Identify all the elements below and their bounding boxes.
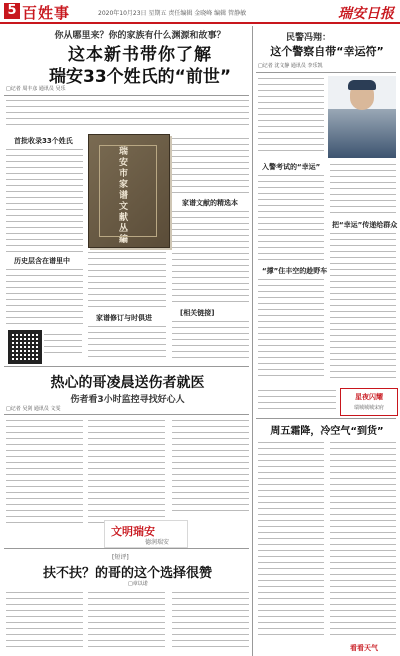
commentary-headline: 扶不扶？的哥的这个选择很赞	[42, 566, 212, 581]
police-col1-text-a	[258, 173, 324, 263]
police-byline: □记者 沈文静 通讯员 李乐凯	[258, 63, 323, 69]
qr-code-image	[8, 330, 42, 364]
main-col2-text-b	[88, 324, 166, 362]
commentary-col3-text	[172, 590, 249, 652]
weather-col2-text	[330, 440, 396, 640]
main-col1-text-a	[6, 147, 83, 253]
weather-headline: 周五霜降，冷空气“到货”	[270, 426, 384, 437]
main-col2-text-a	[88, 250, 166, 310]
commentary-tag: [短评]	[112, 554, 129, 561]
civilization-banner	[104, 520, 188, 548]
main-col3-text-a	[172, 136, 249, 196]
commentary-col1-text	[6, 590, 83, 652]
hero-bottom-rule	[4, 548, 249, 549]
police-byline-rule	[256, 72, 396, 73]
main-byline: □记者 周丰彦 通讯员 吴乐	[6, 86, 66, 92]
main-subhead-3: 历史层含在谱里中	[14, 257, 70, 265]
book-title: 瑞安市家谱文献丛編	[119, 147, 129, 245]
related-link-label: [相关链接]	[180, 309, 215, 317]
police-subhead-3: 把“幸运”传递给群众	[332, 221, 398, 229]
hero-byline: □记者 吴剑 通讯员 文雯	[6, 406, 61, 412]
main-subhead-2: 家谱文献的精选本	[182, 199, 238, 207]
date-line: 2020年10月23日 星期五 责任编辑 金晓峰 编辑 管静敏	[98, 10, 247, 17]
header-rule	[0, 22, 400, 24]
book-cover-image	[88, 134, 170, 248]
weather-box	[340, 388, 398, 416]
police-col2-text-a	[330, 162, 396, 218]
main-bottom-rule	[4, 366, 249, 367]
civilization-title: 文明瑞安	[111, 525, 155, 538]
hero-subhead: 伤者看3小时监控寻找好心人	[70, 395, 185, 405]
main-intro-text	[6, 98, 249, 130]
commentary-col2-text	[88, 590, 165, 652]
main-kicker: 你从哪里来？你的家族有什么渊源和故事？	[54, 31, 226, 41]
main-headline-1: 这本新书带你了解	[68, 45, 212, 65]
police-officer-photo	[328, 76, 396, 158]
related-link-text	[172, 319, 249, 363]
column-divider	[252, 26, 253, 656]
police-kicker: 民警冯翔：	[286, 33, 332, 43]
main-col3-text-b	[172, 209, 249, 305]
hero-headline: 热心的哥凌晨送伤者就医	[50, 375, 205, 391]
section-number: 5	[4, 3, 20, 19]
main-subhead-4: 家谱修订与时俱进	[96, 314, 152, 322]
section-name: 百姓事	[22, 4, 71, 22]
police-subhead-2: “撑”住丰空的趁野车	[262, 267, 328, 275]
weather-col1-text	[258, 440, 324, 640]
police-col1-text-b	[258, 277, 324, 381]
police-subhead-1: 入警考试的“幸运”	[262, 163, 321, 171]
police-col2-text-b	[330, 231, 396, 381]
weather-tag: 看看天气	[350, 644, 378, 652]
hero-byline-rule	[4, 414, 249, 415]
hero-col2-text	[88, 418, 165, 526]
qr-caption	[44, 332, 82, 358]
weather-box-sub: 瑞城城城宋府	[353, 405, 384, 411]
hero-col1-text	[6, 418, 83, 526]
hero-col3-text	[172, 418, 249, 514]
weather-box-title: 星夜闪耀	[355, 393, 383, 401]
police-headline: 这个警察自带“幸运符”	[270, 45, 384, 58]
police-bottom-rule	[256, 418, 396, 419]
main-byline-rule	[4, 95, 249, 96]
commentary-byline: □章以诺	[128, 581, 148, 587]
main-headline-2: 瑞安33个姓氏的“前世”	[48, 67, 231, 87]
newspaper-brand: 瑞安日报	[338, 6, 394, 22]
main-col1-text-b	[6, 267, 83, 327]
police-closing-text	[258, 388, 336, 414]
civilization-subtitle: 德润瑞安	[145, 539, 170, 546]
police-intro-text	[258, 76, 324, 154]
main-subhead-1: 首批收录33个姓氏	[14, 137, 73, 145]
